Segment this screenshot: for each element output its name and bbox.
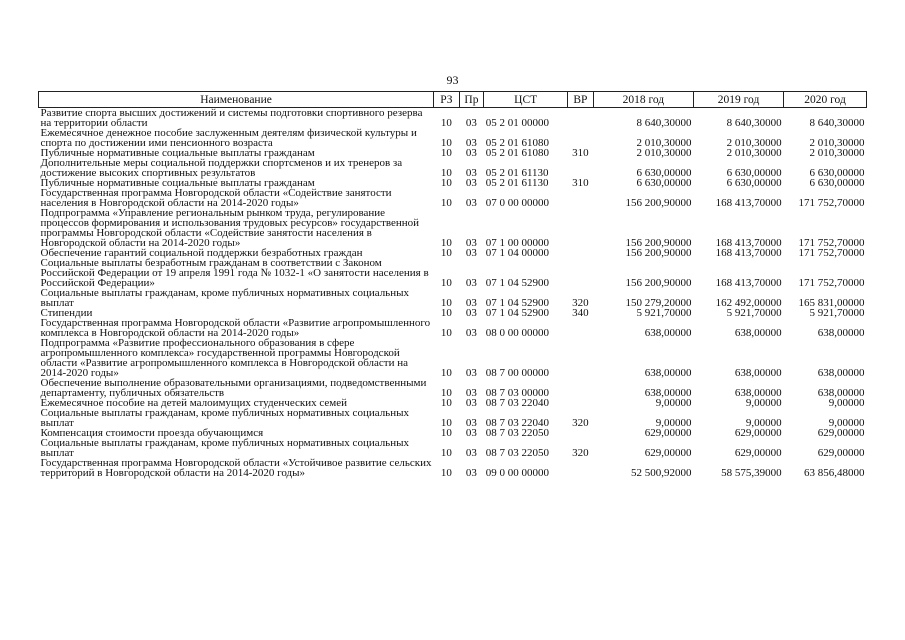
row-2020: 638,00000 <box>817 327 865 339</box>
row-pr: 03 <box>465 167 477 179</box>
row-name: Социальные выплаты безработным гражданам в соответствии с Законом Российской Федерации от 19 апреля 1991 года № 1032-1 «О занятости населения в Российской Федерации» <box>40 257 429 289</box>
table-row <box>39 338 867 378</box>
row-vr <box>568 128 594 148</box>
row-2018: 156 200,90000 <box>625 247 692 259</box>
row-2018: 156 200,90000 <box>625 197 692 209</box>
row-2018: 2 010,30000 <box>636 147 692 159</box>
row-rz: 10 <box>440 247 452 259</box>
table-row <box>39 208 867 248</box>
row-2020: 638,00000 <box>817 387 865 399</box>
row-2020: 8 640,30000 <box>809 117 865 129</box>
row-2018: 156 200,90000 <box>625 237 692 249</box>
row-2018: 638,00000 <box>644 327 692 339</box>
table-row <box>39 288 867 308</box>
header-name: Наименование <box>39 92 434 108</box>
row-2020: 63 856,48000 <box>804 467 865 479</box>
table-row <box>39 378 867 398</box>
row-name: Развитие спорта высших достижений и системы подготовки спортивного резерва на территории области <box>40 107 423 129</box>
row-vr <box>568 248 594 258</box>
table-row <box>39 458 867 478</box>
row-rz: 10 <box>440 137 452 149</box>
row-name: Обеспечение выполнение образовательными организациями, подведомственными департаменту, публичных обязательств <box>40 377 427 399</box>
row-name: Социальные выплаты гражданам, кроме публичных нормативных социальных выплат <box>40 287 409 309</box>
row-pr: 03 <box>465 117 477 129</box>
row-vr <box>568 378 594 398</box>
row-vr <box>568 398 594 408</box>
row-name: Подпрограмма «Управление региональным рынком труда, регулирование процессов формирования и использования трудовых ресурсов» государственной программы Новгородской области «Содействие занятости населения в Новгородской области на 2014-2020 годы» <box>40 207 420 249</box>
row-2020: 629,00000 <box>817 447 865 459</box>
row-cst: 08 7 00 00000 <box>485 367 549 379</box>
row-rz: 10 <box>440 327 452 339</box>
row-pr: 03 <box>465 307 477 319</box>
row-vr <box>568 158 594 178</box>
row-2019: 6 630,00000 <box>726 177 782 189</box>
row-rz: 10 <box>440 397 452 409</box>
row-2020: 6 630,00000 <box>809 177 865 189</box>
row-2019: 5 921,70000 <box>726 307 782 319</box>
row-pr: 03 <box>465 367 477 379</box>
row-cst: 05 2 01 61130 <box>485 177 549 189</box>
header-pr: Пр <box>459 92 484 108</box>
row-pr: 03 <box>465 147 477 159</box>
row-cst: 07 1 04 52900 <box>485 277 549 289</box>
row-2019: 168 413,70000 <box>715 197 782 209</box>
row-2020: 5 921,70000 <box>809 307 865 319</box>
row-pr: 03 <box>465 427 477 439</box>
row-cst: 07 0 00 00000 <box>485 197 549 209</box>
row-name: Социальные выплаты гражданам, кроме публичных нормативных социальных выплат <box>40 407 409 429</box>
row-rz: 10 <box>440 427 452 439</box>
row-rz: 10 <box>440 447 452 459</box>
table-body <box>39 108 867 479</box>
row-vr: 310 <box>572 177 589 189</box>
row-2019: 629,00000 <box>734 427 782 439</box>
row-name: Государственная программа Новгородской области «Содействие занятости населения в Новгородской области на 2014-2020 годы» <box>40 187 392 209</box>
table-header-row <box>39 92 867 108</box>
row-pr: 03 <box>465 397 477 409</box>
row-2020: 171 752,70000 <box>798 247 865 259</box>
table-row <box>39 258 867 288</box>
row-cst: 08 7 03 22040 <box>485 417 549 429</box>
header-rz: РЗ <box>434 92 460 108</box>
row-pr: 03 <box>465 237 477 249</box>
row-cst: 08 0 00 00000 <box>485 327 549 339</box>
row-2019: 638,00000 <box>734 327 782 339</box>
row-2020: 9,00000 <box>828 397 865 409</box>
row-2018: 9,00000 <box>655 417 692 429</box>
table-row <box>39 158 867 178</box>
row-vr: 340 <box>572 307 589 319</box>
row-cst: 05 2 01 61080 <box>485 137 549 149</box>
row-vr: 320 <box>572 297 589 309</box>
row-name: Обеспечение гарантий социальной поддержки безработных граждан <box>40 247 363 259</box>
row-pr: 03 <box>465 177 477 189</box>
row-cst: 07 1 04 52900 <box>485 307 549 319</box>
row-rz: 10 <box>440 197 452 209</box>
row-vr: 310 <box>572 147 589 159</box>
row-rz: 10 <box>440 417 452 429</box>
row-2020: 638,00000 <box>817 367 865 379</box>
row-pr: 03 <box>465 137 477 149</box>
row-2019: 2 010,30000 <box>726 147 782 159</box>
row-pr: 03 <box>465 327 477 339</box>
row-rz: 10 <box>440 117 452 129</box>
row-name: Ежемесячное денежное пособие заслуженным деятелям физической культуры и спорта по достижении ими пенсионного возраста <box>40 127 417 149</box>
row-2018: 5 921,70000 <box>636 307 692 319</box>
row-rz: 10 <box>440 167 452 179</box>
row-rz: 10 <box>440 467 452 479</box>
row-2019: 168 413,70000 <box>715 247 782 259</box>
row-2019: 6 630,00000 <box>726 167 782 179</box>
table-row <box>39 408 867 428</box>
table-row <box>39 128 867 148</box>
row-name: Компенсация стоимости проезда обучающимся <box>40 427 264 439</box>
row-cst: 08 7 03 00000 <box>485 387 549 399</box>
row-2019: 168 413,70000 <box>715 277 782 289</box>
row-cst: 08 7 03 22040 <box>485 397 549 409</box>
row-name: Государственная программа Новгородской области «Устойчивое развитие сельских территорий в Новгородской области на 2014-2020 годы» <box>40 457 432 479</box>
row-pr: 03 <box>465 387 477 399</box>
row-rz: 10 <box>440 237 452 249</box>
row-cst: 09 0 00 00000 <box>485 467 549 479</box>
table-row <box>39 188 867 208</box>
row-2018: 6 630,00000 <box>636 177 692 189</box>
row-2019: 629,00000 <box>734 447 782 459</box>
row-rz: 10 <box>440 297 452 309</box>
row-2018: 629,00000 <box>644 427 692 439</box>
row-name: Подпрограмма «Развитие профессионального образования в сфере агропромышленного комплекса» государственной программы Новгородской области «Развитие агропромышленного комплекса в Новгородской области на 2014-2020 годы» <box>40 337 409 379</box>
row-2020: 171 752,70000 <box>798 237 865 249</box>
table-row <box>39 438 867 458</box>
row-cst: 08 7 03 22050 <box>485 427 549 439</box>
row-name: Дополнительные меры социальной поддержки спортсменов и их тренеров за достижение высоких спортивных результатов <box>40 157 403 179</box>
row-2018: 150 279,20000 <box>625 297 692 309</box>
row-2018: 8 640,30000 <box>636 117 692 129</box>
row-name: Публичные нормативные социальные выплаты гражданам <box>40 177 315 189</box>
row-name: Государственная программа Новгородской области «Развитие агропромышленного комплекса в Новгородской области на 2014-2020 годы» <box>40 317 431 339</box>
row-2020: 2 010,30000 <box>809 137 865 149</box>
row-cst: 05 2 01 00000 <box>485 117 549 129</box>
header-cst: ЦСТ <box>484 92 568 108</box>
row-vr <box>568 108 594 129</box>
row-vr: 320 <box>572 417 589 429</box>
row-pr: 03 <box>465 297 477 309</box>
row-vr <box>568 208 594 248</box>
row-pr: 03 <box>465 417 477 429</box>
row-cst: 07 1 04 00000 <box>485 247 549 259</box>
row-pr: 03 <box>465 277 477 289</box>
row-2019: 8 640,30000 <box>726 117 782 129</box>
row-vr <box>568 318 594 338</box>
row-pr: 03 <box>465 197 477 209</box>
budget-table <box>38 91 867 478</box>
page-number: 93 <box>446 73 459 87</box>
row-rz: 10 <box>440 387 452 399</box>
row-rz: 10 <box>440 307 452 319</box>
row-rz: 10 <box>440 177 452 189</box>
row-2020: 9,00000 <box>828 417 865 429</box>
row-vr <box>568 458 594 478</box>
row-pr: 03 <box>465 467 477 479</box>
row-2020: 165 831,00000 <box>798 297 865 309</box>
row-2018: 2 010,30000 <box>636 137 692 149</box>
row-2018: 638,00000 <box>644 367 692 379</box>
row-cst: 08 7 03 22050 <box>485 447 549 459</box>
header-2020: 2020 год <box>784 92 867 108</box>
row-vr: 320 <box>572 447 589 459</box>
row-2018: 52 500,92000 <box>631 467 692 479</box>
row-pr: 03 <box>465 247 477 259</box>
row-2020: 2 010,30000 <box>809 147 865 159</box>
row-2019: 58 575,39000 <box>721 467 782 479</box>
row-2020: 6 630,00000 <box>809 167 865 179</box>
row-2019: 162 492,00000 <box>715 297 782 309</box>
row-2019: 168 413,70000 <box>715 237 782 249</box>
row-2019: 9,00000 <box>745 397 782 409</box>
row-2018: 629,00000 <box>644 447 692 459</box>
row-rz: 10 <box>440 367 452 379</box>
row-vr <box>568 338 594 378</box>
table-row <box>39 318 867 338</box>
row-2019: 638,00000 <box>734 387 782 399</box>
row-name: Стипендии <box>40 307 93 319</box>
row-pr: 03 <box>465 447 477 459</box>
row-2018: 638,00000 <box>644 387 692 399</box>
row-cst: 05 2 01 61080 <box>485 147 549 159</box>
row-2019: 9,00000 <box>745 417 782 429</box>
table-row <box>39 108 867 129</box>
row-2018: 6 630,00000 <box>636 167 692 179</box>
header-vr: ВР <box>568 92 594 108</box>
row-2020: 171 752,70000 <box>798 277 865 289</box>
row-name: Социальные выплаты гражданам, кроме публичных нормативных социальных выплат <box>40 437 409 459</box>
row-2020: 629,00000 <box>817 427 865 439</box>
row-vr <box>568 258 594 288</box>
row-2019: 2 010,30000 <box>726 137 782 149</box>
row-rz: 10 <box>440 147 452 159</box>
row-2018: 9,00000 <box>655 397 692 409</box>
row-vr <box>568 428 594 438</box>
row-2018: 156 200,90000 <box>625 277 692 289</box>
row-cst: 07 1 00 00000 <box>485 237 549 249</box>
header-2019: 2019 год <box>694 92 784 108</box>
row-name: Ежемесячное пособие на детей малоимущих студенческих семей <box>40 397 347 409</box>
row-2020: 171 752,70000 <box>798 197 865 209</box>
header-2018: 2018 год <box>593 92 693 108</box>
row-2019: 638,00000 <box>734 367 782 379</box>
row-vr <box>568 188 594 208</box>
row-cst: 07 1 04 52900 <box>485 297 549 309</box>
row-name: Публичные нормативные социальные выплаты гражданам <box>40 147 315 159</box>
row-cst: 05 2 01 61130 <box>485 167 549 179</box>
row-rz: 10 <box>440 277 452 289</box>
